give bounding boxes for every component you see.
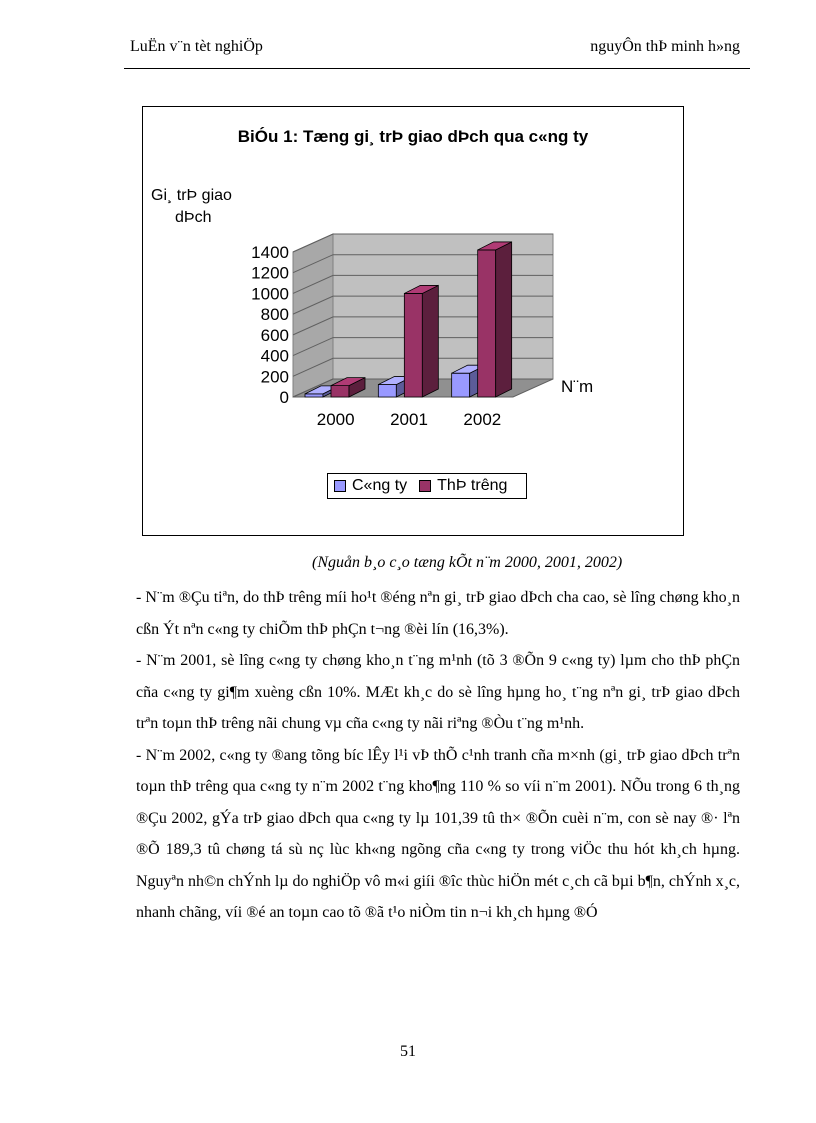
x-tick-label: 2000 [316,410,355,429]
paragraph-2002: - N¨m 2002, c«ng ty ®ang tõng bíc lÊy l¹i vÞ thÕ c¹nh tranh cña m×nh (gi¸ trÞ giao dÞch trªn toµn thÞ trêng qua c«ng ty n¨m 2002 t¨ng kho¶ng 110 % so víi n¨m 2001). NÕu trong 6 th¸ng ®Çu 2002, gÝa trÞ giao dÞch qua c«ng ty lµ 101,39 tû th× ®Õn cuèi n¨m, con sè nay ®· lªn ®Õ 189,3 tû chøng tá sù nç lùc kh«ng ngõng cña c«ng ty trong viÖc thu hót kh¸ch hµng. Nguyªn nh©n chÝnh lµ do nghiÖp vô m«i giíi ®îc thùc hiÖn mét c¸ch cã bµi b¶n, chÝnh x¸c, nhanh chãng, víi ®é an toµn cao tõ ®ã t¹o niÒm tin n¬i kh¸ch hµng ®Ó [136,746,740,921]
legend-label-market: ThÞ trêng [437,477,508,494]
chart-back-wall [333,234,553,379]
header-rule [124,68,750,69]
body-text [136,582,740,929]
y-tick-label: 0 [279,388,289,407]
legend-item-market [419,477,507,495]
y-tick-label: 1400 [251,243,289,262]
chart-frame [142,106,684,536]
bar-side-1-1 [422,285,438,397]
y-axis-label-line2: dÞch [175,209,212,226]
legend-item-company [334,477,407,495]
x-tick-label: 2002 [463,410,502,429]
x-tick-label: 2001 [390,410,428,429]
legend-swatch-company [334,480,346,492]
chart-title: BiÓu 1: Tæng gi¸ trÞ giao dÞch qua c«ng ty [237,127,589,146]
chart-side-wall [293,234,333,397]
bar-front-0-0 [305,394,323,397]
bar-front-1-2 [478,250,496,397]
y-tick-label: 800 [260,305,289,325]
y-tick-label: 1200 [251,263,289,283]
paragraph-2000: - N¨m ®Çu tiªn, do thÞ trêng míi ho¹t ®éng nªn gi¸ trÞ giao dÞch cha cao, sè lîng chøng kho¸n cßn Ýt nªn c«ng ty chiÕm thÞ phÇn t¬ng ®èi lín (16,3%). [136,589,740,638]
y-tick-label: 600 [260,325,289,345]
bar-side-1-2 [496,242,512,397]
header-left: LuËn v¨n tèt nghiÖp [130,38,263,55]
y-axis-label-line1: Gi¸ trÞ giao [151,187,232,204]
legend-label-company: C«ng ty [352,477,408,494]
chart-legend [327,473,527,499]
y-tick-label: 200 [260,367,289,387]
y-tick-label: 400 [260,346,289,366]
bar-front-0-2 [452,373,470,397]
page-number: 51 [400,1043,416,1060]
y-tick-label: 1000 [251,284,289,304]
legend-swatch-market [419,480,431,492]
paragraph-2001: - N¨m 2001, sè lîng c«ng ty chøng kho¸n t¨ng m¹nh (tõ 3 ®Õn 9 c«ng ty) lµm cho thÞ phÇn cña c«ng ty gi¶m xuèng cßn 10%. MÆt kh¸c do sè lîng hµng ho¸ t¨ng nªn gi¸ trÞ giao dÞch trªn toµn thÞ trêng nãi chung vµ cña c«ng ty nãi riªng ®Òu t¨ng m¹nh. [136,652,740,732]
bar-chart [143,107,683,535]
header-right: nguyÔn thÞ minh h»ng [590,38,740,55]
bar-front-1-1 [404,293,422,397]
bar-front-0-1 [378,385,396,397]
chart-source-note: (Nguån b¸o c¸o tæng kÕt n¨m 2000, 2001, 2002) [312,554,623,571]
x-axis-label: N¨m [561,377,594,396]
bar-front-1-0 [331,386,349,397]
